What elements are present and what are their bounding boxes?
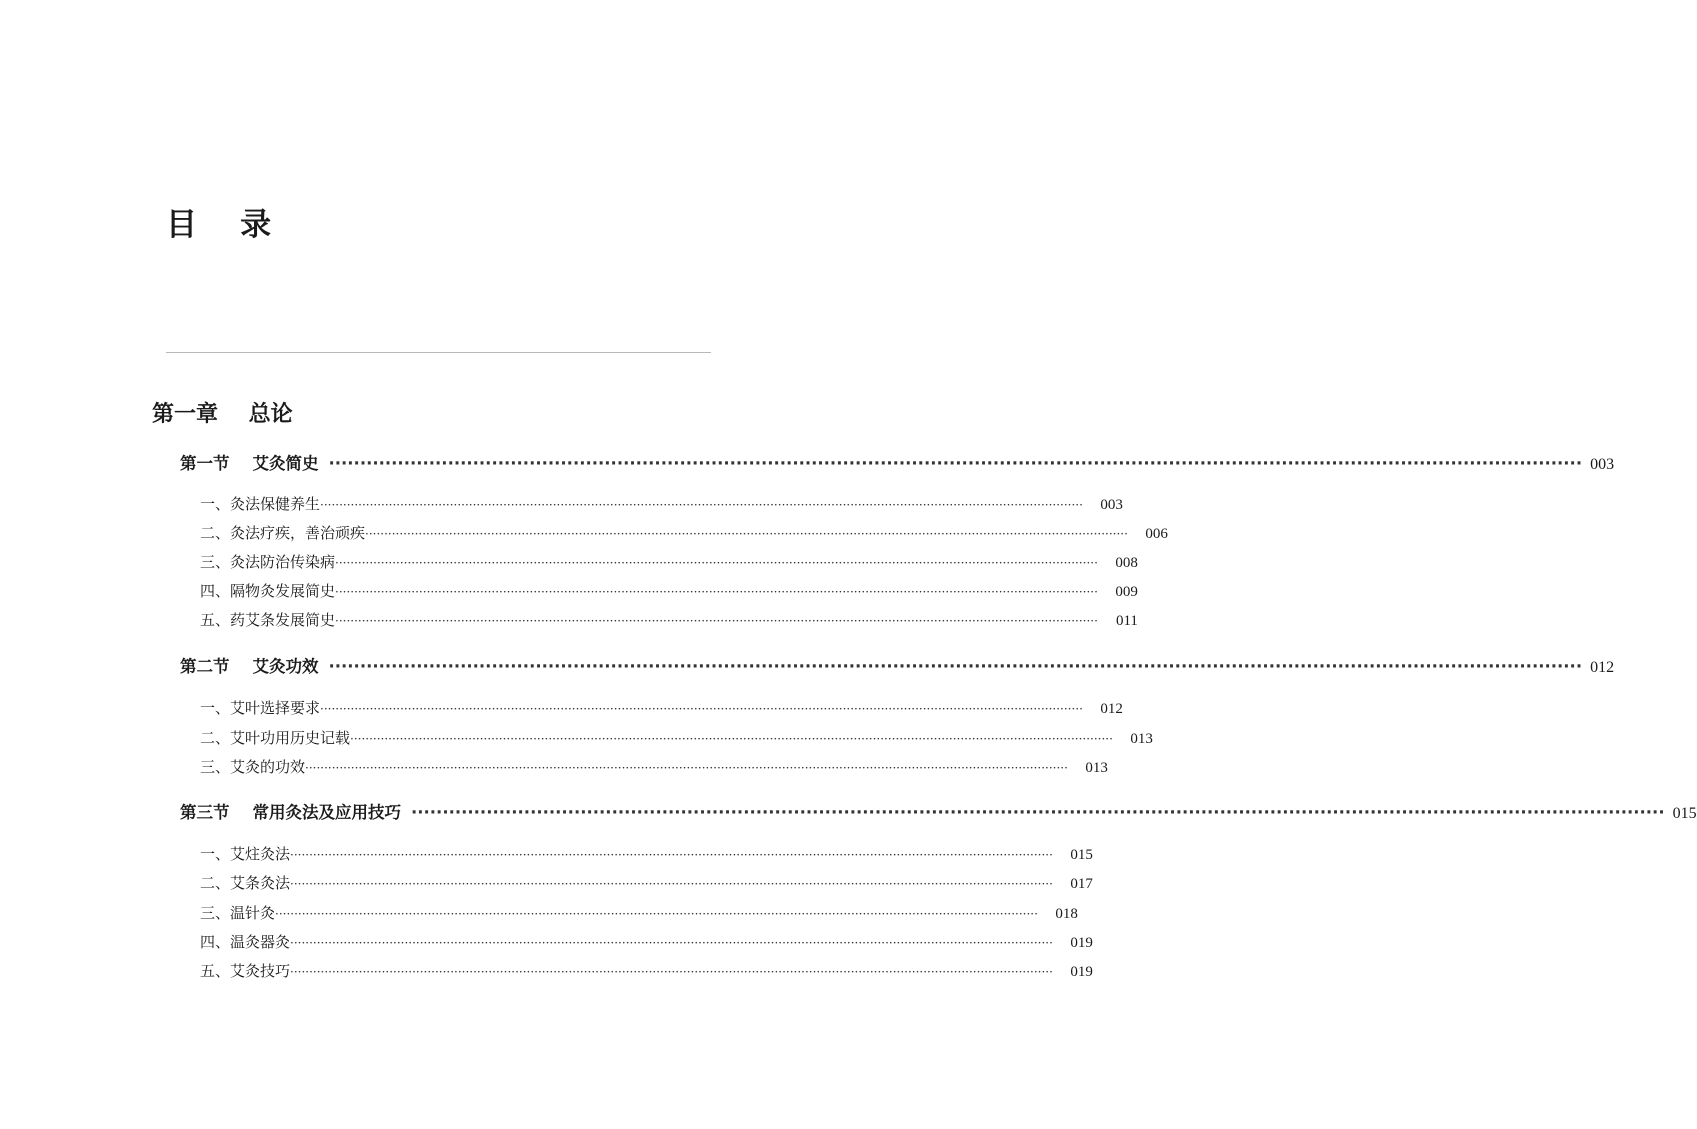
toc-item[interactable] (200, 580, 1138, 602)
toc-page-number: 003 (1100, 497, 1123, 513)
toc-page-number: 009 (1115, 584, 1138, 600)
dot-leader: ········································································································································································································ (290, 877, 1053, 891)
toc-item-title: 一、艾炷灸法 (200, 845, 291, 863)
dot-leader: ········································································································································································································ (350, 732, 1113, 746)
toc-item-title: 二、艾叶功用历史记载 (200, 729, 351, 747)
dot-leader: ········································································································································································································ (305, 761, 1068, 775)
toc-item-title: 四、隔物灸发展简史 (200, 582, 336, 600)
dot-leader: ········································································································································································································ (335, 585, 1098, 599)
toc-item[interactable] (200, 551, 1138, 573)
toc-item-title: 一、灸法保健养生 (200, 495, 321, 513)
toc-item[interactable] (200, 493, 1123, 515)
dot-leader: ········································································································································································································ (290, 848, 1053, 862)
toc-item[interactable] (200, 902, 1078, 924)
toc-section-3[interactable] (180, 799, 1697, 825)
dot-leader: ········································································································································································································ (290, 936, 1053, 950)
toc-page-number: 013 (1085, 760, 1108, 776)
toc-item[interactable] (200, 697, 1123, 719)
toc-page-number: 018 (1055, 906, 1078, 922)
toc-item[interactable] (200, 609, 1138, 631)
toc-item-title: 三、灸法防治传染病 (200, 553, 336, 571)
toc-page-number: 011 (1115, 613, 1138, 629)
dot-leader: ········································································································································································································ (328, 657, 1583, 676)
toc-item-title: 四、温灸器灸 (200, 933, 291, 951)
toc-section-1[interactable] (180, 450, 1615, 476)
toc-page-number: 015 (1672, 805, 1697, 822)
toc-item-title: 一、艾叶选择要求 (200, 699, 321, 717)
toc-item[interactable] (200, 931, 1093, 953)
page-title: 目 录 (166, 207, 272, 243)
toc-item[interactable] (200, 522, 1168, 544)
toc-item[interactable] (200, 960, 1093, 982)
toc-page-number: 015 (1070, 847, 1093, 863)
dot-leader: ········································································································································································································ (328, 454, 1583, 473)
toc-item-title: 二、灸法疗疾，善治顽疾 (200, 524, 366, 542)
toc-item[interactable] (200, 727, 1153, 749)
dot-leader: ········································································································································································································ (320, 702, 1083, 716)
toc-item-title: 三、温针灸 (200, 904, 276, 922)
toc-page-number: 013 (1130, 731, 1153, 747)
toc-item-title: 三、艾灸的功效 (200, 758, 306, 776)
toc-item-title: 五、药艾条发展简史 (200, 611, 336, 629)
toc-page-number: 006 (1145, 526, 1168, 542)
toc-page-number: 017 (1070, 876, 1093, 892)
dot-leader: ········································································································································································································ (410, 803, 1665, 822)
toc-item-title: 二、艾条灸法 (200, 874, 291, 892)
toc-item-title: 五、艾灸技巧 (200, 962, 291, 980)
title-divider (166, 352, 711, 353)
toc-page-number: 019 (1070, 935, 1093, 951)
dot-leader: ········································································································································································································ (335, 614, 1098, 628)
toc-page-number: 019 (1070, 964, 1093, 980)
dot-leader: ········································································································································································································ (335, 556, 1098, 570)
toc-page-number: 003 (1590, 456, 1615, 473)
toc-section-2[interactable] (180, 653, 1615, 679)
chapter-title: 第一章 总论 (152, 401, 293, 427)
toc-section-title: 第一节 艾灸简史 (180, 454, 319, 473)
toc-page-number: 008 (1115, 555, 1138, 571)
toc-page-number: 012 (1100, 701, 1123, 717)
dot-leader: ········································································································································································································ (365, 527, 1128, 541)
toc-item[interactable] (200, 756, 1108, 778)
toc-section-title: 第三节 常用灸法及应用技巧 (180, 803, 401, 822)
toc-item[interactable] (200, 843, 1093, 865)
toc-section-title: 第二节 艾灸功效 (180, 657, 319, 676)
dot-leader: ········································································································································································································ (320, 498, 1083, 512)
toc-page-number: 012 (1590, 659, 1615, 676)
toc-item[interactable] (200, 872, 1093, 894)
dot-leader: ········································································································································································································ (290, 965, 1053, 979)
dot-leader: ········································································································································································································ (275, 907, 1038, 921)
